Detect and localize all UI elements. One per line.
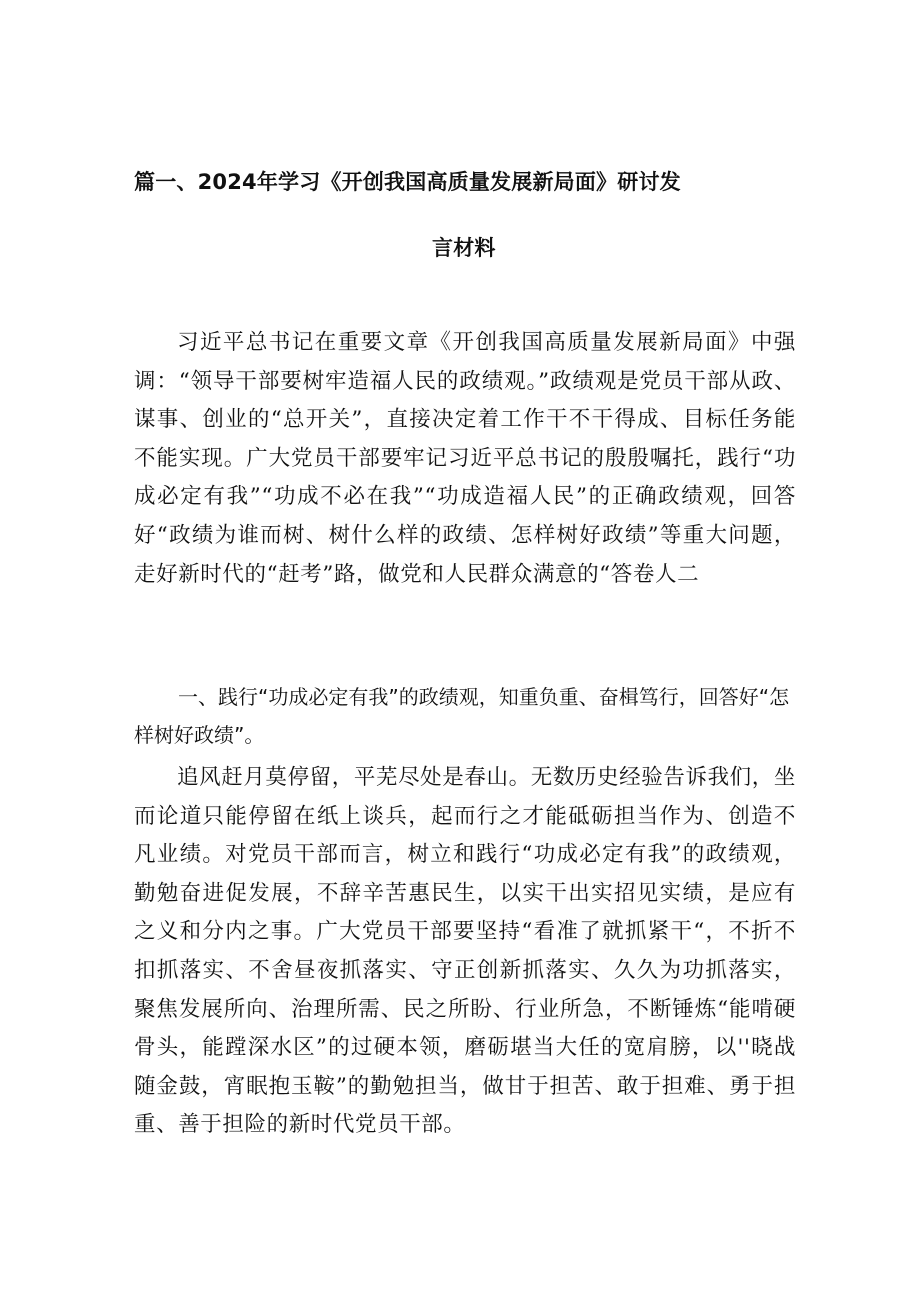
intro-paragraph: 习近平总书记在重要文章《开创我国高质量发展新局面》中强调：“领导干部要树牢造福人民的政绩观。”政绩观是党员干部从政、谋事、创业的“总开关”，直接决定着工作干不干得成、目标任务能不能实现。广大党员干部要牢记习近平总书记的殷殷嘱托，践行“功成必定有我”“功成不必在我”“功成造福人民”的正确政绩观，回答好“政绩为谁而树、树什么样的政绩、怎样树好政绩”等重大问题，走好新时代的“赶考”路，做党和人民群众满意的“答卷人二 <box>134 330 796 587</box>
body-paragraph: 追风赶月莫停留，平芜尽处是春山。无数历史经验告诉我们，坐而论道只能停留在纸上谈兵，起而行之才能砥砺担当作为、创造不凡业绩。对党员干部而言，树立和践行“功成必定有我”的政绩观，勤勉奋进促发展，不辞辛苦惠民生，以实干出实招见实绩，是应有之义和分内之事。广大党员干部要坚持“看准了就抓紧干“，不折不扣抓落实、不舍昼夜抓落实、守正创新抓落实、久久为功抓落实，聚焦发展所向、治理所需、民之所盼、行业所急，不断锤炼“能啃硬骨头，能蹚深水区”的过硬本领，磨砺堪当大任的宽肩膀，以''晓战随金鼓，宵眠抱玉鞍”的勤勉担当，做甘于担苦、敢于担难、勇于担重、善于担险的新时代党员干部。 <box>134 765 796 1138</box>
document-title-line-2: 言材料 <box>432 236 496 260</box>
document-title-line-1: 篇一、2024年学习《开创我国高质量发展新局面》研讨发 <box>134 170 681 194</box>
section-heading: 一、践行“功成必定有我”的政绩观，知重负重、奋楫笃行，回答好“怎样树好政绩”。 <box>134 685 790 747</box>
